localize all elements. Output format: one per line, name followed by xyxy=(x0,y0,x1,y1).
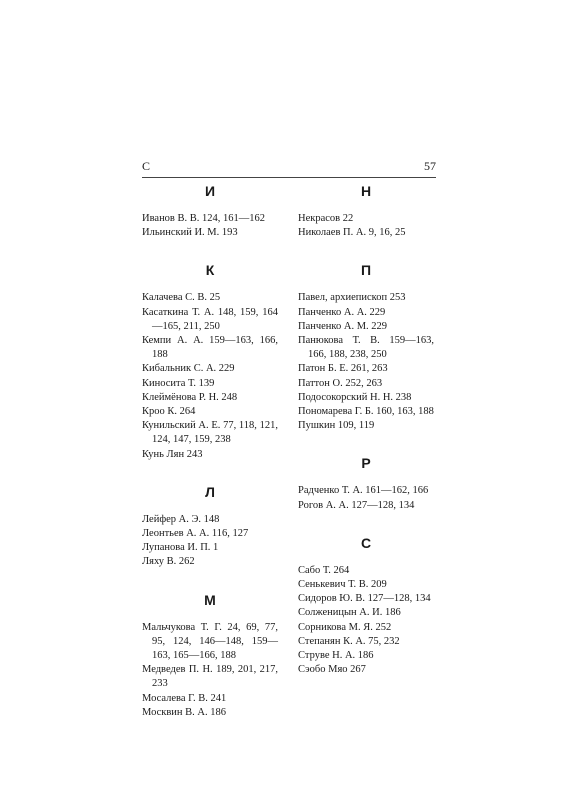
index-entry: Панченко А. М. 229 xyxy=(298,320,388,332)
running-head-section-letter: С xyxy=(142,159,151,173)
section-spacer xyxy=(142,462,278,484)
index-entry: Ильинский И. М. 193 xyxy=(142,227,238,239)
index-entry: Калачева С. В. 25 xyxy=(142,292,221,304)
section-letter-heading: Л xyxy=(205,483,215,500)
header-rule xyxy=(142,177,436,178)
index-entry: Паттон О. 252, 263 xyxy=(298,377,383,389)
index-entry: Павел, архиепископ 253 xyxy=(298,292,406,304)
index-entry: Пушкин 109, 119 xyxy=(298,420,375,432)
index-entry: Панченко А. А. 229 xyxy=(298,306,386,318)
index-section xyxy=(298,455,434,512)
index-section xyxy=(142,484,278,570)
index-entry: Солженицын А. И. 186 xyxy=(298,607,401,619)
section-letter-heading: С xyxy=(360,534,372,551)
section-letter-heading: Р xyxy=(361,455,371,472)
page-number: 57 xyxy=(424,159,436,173)
index-entry: Мосалева Г. В. 241 xyxy=(142,692,227,704)
index-entry: Ляху В. 262 xyxy=(142,556,195,568)
index-entry: Медведев П. Н. 189, 201, 217, 233 xyxy=(142,664,278,690)
index-entry: Струве Н. А. 186 xyxy=(298,650,374,662)
section-letter-heading: Н xyxy=(360,183,372,199)
index-entry: Кроо К. 264 xyxy=(142,406,196,418)
index-section xyxy=(298,183,434,240)
index-entry: Касаткина Т. А. 148, 159, 164—165, 211, 250 xyxy=(142,306,278,332)
index-section xyxy=(142,262,278,461)
index-entry: Клеймёнова Р. Н. 248 xyxy=(142,391,238,403)
section-letter-heading: И xyxy=(204,183,216,199)
section-spacer xyxy=(142,570,278,592)
section-letter-heading: П xyxy=(360,262,372,279)
index-entry: Пономарева Г. Б. 160, 163, 188 xyxy=(298,406,434,418)
index-section xyxy=(298,535,434,678)
index-section xyxy=(142,183,278,240)
index-entry: Кунь Лян 243 xyxy=(142,448,203,460)
index-entry: Сорникова М. Я. 252 xyxy=(298,621,392,633)
section-spacer xyxy=(298,240,434,262)
index-entry: Кунильский А. Е. 77, 118, 121, 124, 147, 159, 238 xyxy=(142,420,278,446)
index-entry: Сенькевич Т. В. 209 xyxy=(298,579,387,591)
index-entry: Сидоров Ю. В. 127—128, 134 xyxy=(298,593,431,605)
section-spacer xyxy=(298,513,434,535)
index-column-left xyxy=(142,183,278,720)
section-letter-heading: К xyxy=(205,262,215,279)
index-section xyxy=(142,592,278,720)
index-entry: Рогов А. А. 127—128, 134 xyxy=(298,499,415,511)
section-spacer xyxy=(298,433,434,455)
index-entry: Подосокорский Н. Н. 238 xyxy=(298,391,412,403)
index-entry: Мальчукова Т. Г. 24, 69, 77, 95, 124, 146—148, 159—163, 165—166, 188 xyxy=(142,621,278,662)
index-entry: Некрасов 22 xyxy=(298,213,354,224)
index-entry: Лейфер А. Э. 148 xyxy=(142,513,220,525)
index-entry: Николаев П. А. 9, 16, 25 xyxy=(298,227,406,239)
section-spacer xyxy=(142,240,278,262)
index-entry: Панюкова Т. В. 159—163, 166, 188, 238, 250 xyxy=(298,335,434,361)
index-entry: Сабо Т. 264 xyxy=(298,564,350,576)
index-entry: Леонтьев А. А. 116, 127 xyxy=(142,528,249,540)
section-letter-heading: М xyxy=(204,591,216,608)
index-entry: Иванов В. В. 124, 161—162 xyxy=(142,213,266,224)
index-entry: Лупанова И. П. 1 xyxy=(142,542,219,554)
index-entry: Радченко Т. А. 161—162, 166 xyxy=(298,485,429,497)
index-entry: Кибальник С. А. 229 xyxy=(142,363,235,375)
index-entry: Степанян К. А. 75, 232 xyxy=(298,635,400,647)
index-column-right xyxy=(298,183,434,677)
index-section xyxy=(298,262,434,433)
index-entry: Москвин В. А. 186 xyxy=(142,706,227,718)
index-entry: Киносита Т. 139 xyxy=(142,377,215,389)
index-entry: Сэобо Мяо 267 xyxy=(298,664,366,676)
index-entry: Кемпи А. А. 159—163, 166, 188 xyxy=(142,335,278,361)
index-entry: Патон Б. Е. 261, 263 xyxy=(298,363,388,375)
